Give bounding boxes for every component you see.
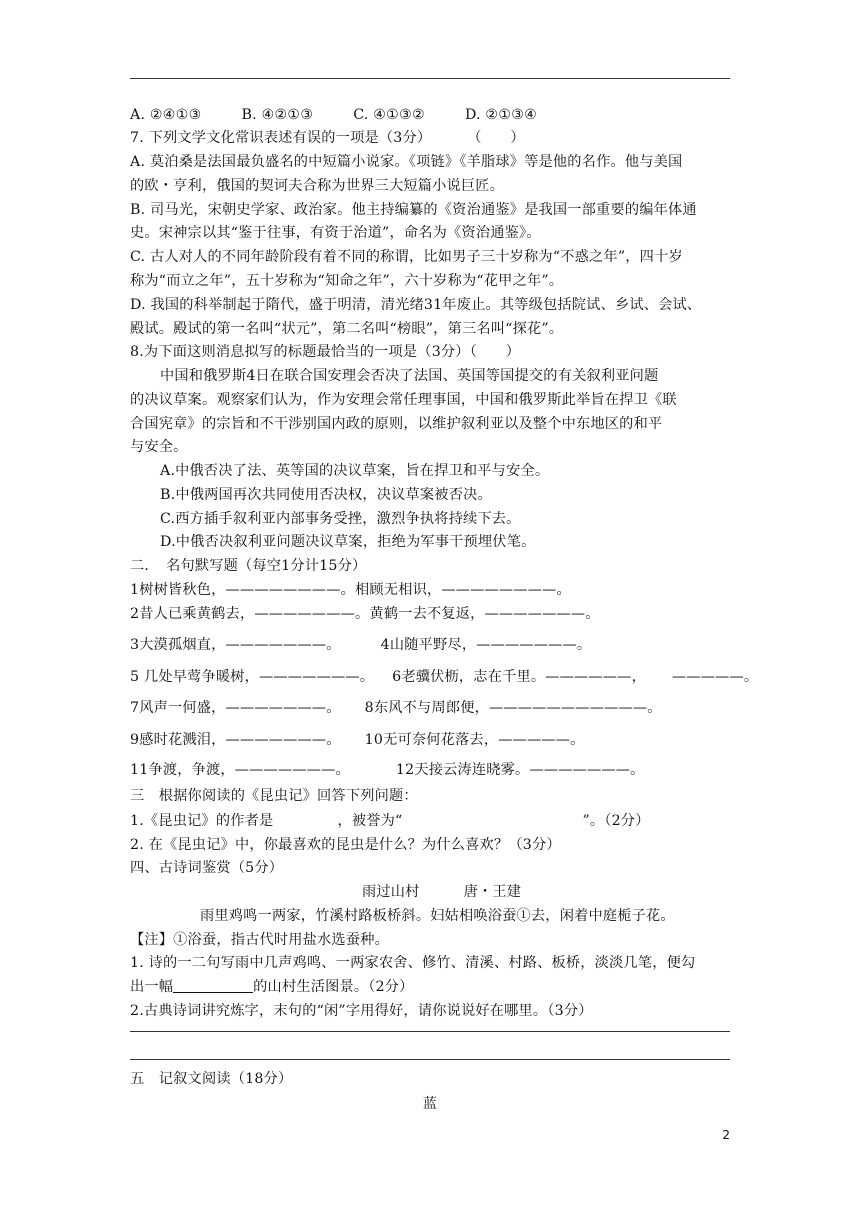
q8-stem: 8.为下面这则消息拟写的标题最恰当的一项是（3分）（ ） — [130, 344, 521, 360]
section4-q1-line1: 1. 诗的一二句写雨中几声鸡鸣、一两家农舍、修竹、清溪、村路、板桥，淡淡几笔，便勾 — [130, 955, 696, 971]
q8-option-b: B.中俄两国再次共同使用否决权，决议草案被否决。 — [160, 487, 492, 503]
section3-q1-part3: ”。（2分） — [582, 813, 650, 829]
q7-stem — [130, 127, 730, 149]
q6-options — [130, 104, 730, 126]
recite-line-5 — [130, 697, 730, 719]
recite-item-11: 11争渡，争渡，———————。 — [130, 762, 350, 778]
section3-title: 三 根据你阅读的《昆虫记》回答下列问题： — [130, 788, 418, 804]
q6-option-b: B. ④②①③ — [241, 107, 314, 123]
section4-q2: 2.古典诗词讲究炼字，末句的“闲”字用得好，请你说说好在哪里。（3分） — [130, 1003, 593, 1019]
recite-item-10: 10无可奈何花落去，—————。 — [364, 732, 585, 748]
recite-item-6: 6老骥伏枥，志在千里。——————， — [392, 669, 646, 685]
q7-option-c-line1: C. 古人对人的不同年龄阶段有着不同的称谓，比如男子三十岁称为“不惑之年”，四十岁 — [130, 249, 683, 265]
q7-option-a-line2: 的欧・亨利，俄国的契诃夫合称为世界三大短篇小说巨匠。 — [130, 178, 505, 194]
poem-heading — [362, 881, 662, 903]
q7-option-d-line2: 殿试。殿试的第一名叫“状元”，第二名叫“榜眼”，第三名叫“探花”。 — [130, 321, 564, 337]
section3-q1-part2: ，被誉为“ — [337, 813, 403, 829]
section3-q1-part1: 1.《昆虫记》的作者是 — [130, 813, 274, 829]
section3-q2: 2. 在《昆虫记》中，你最喜欢的昆虫是什么？为什么喜欢？（3分） — [130, 837, 561, 853]
recite-item-12: 12天接云涛连晓雾。———————。 — [395, 762, 645, 778]
recite-line-7 — [130, 759, 730, 781]
q8-option-a: A.中俄否决了法、英等国的决议草案，旨在捍卫和平与安全。 — [160, 463, 550, 479]
q6-option-a: A. ②④①③ — [130, 107, 202, 123]
answer-blank[interactable] — [173, 978, 253, 993]
section4-q1-post: 的山村生活图景。（2分） — [253, 979, 414, 995]
article-title: 蓝 — [422, 1096, 438, 1112]
recite-item-7: 7风声一何盛，———————。 — [130, 700, 341, 716]
recite-item-6-b: —————。 — [671, 669, 759, 685]
recite-item-3: 3大漠孤烟直，———————。 — [130, 637, 341, 653]
q7-option-a-line1: A. 莫泊桑是法国最负盛名的中短篇小说家。《项链》《羊脂球》等是他的名作。他与美国 — [130, 154, 683, 170]
recite-item-9: 9感时花溅泪，———————。 — [130, 732, 341, 748]
poem-title: 雨过山村 — [362, 884, 420, 900]
q6-option-c: C. ④①③② — [353, 107, 425, 123]
recite-line-4 — [130, 666, 759, 688]
recite-line-1: 1树树皆秋色，————————。相顾无相识，————————。 — [130, 582, 571, 598]
q8-passage-line4: 与安全。 — [130, 439, 188, 455]
q7-paren: （ ） — [467, 130, 525, 146]
section4-q1-pre: 出一幅 — [130, 979, 174, 995]
section3-q1 — [130, 810, 730, 832]
recite-line-3 — [130, 634, 730, 656]
answer-line-1 — [130, 1031, 730, 1032]
recite-line-2: 2昔人已乘黄鹤去，———————。黄鹤一去不复返，———————。 — [130, 606, 600, 622]
q8-passage-line3: 合国宪章》的宗旨和不干涉别国内政的原则，以维护叙利亚以及整个中东地区的和平 — [130, 416, 663, 432]
q8-passage-line1: 中国和俄罗斯4日在联合国安理会否决了法国、英国等国提交的有关叙利亚问题 — [160, 368, 659, 384]
q7-option-b-line2: 史。宋神宗以其“鉴于往事，有资于治道”，命名为《资治通鉴》。 — [130, 225, 541, 241]
section4-q1-line2 — [130, 976, 730, 998]
poem-text: 雨里鸡鸣一两家，竹溪村路板桥斜。妇姑相唤浴蚕①去，闲着中庭栀子花。 — [200, 908, 675, 924]
recite-item-4: 4山随平野尽，———————。 — [380, 637, 592, 653]
q7-option-b-line1: B. 司马光，宋朝史学家、政治家。他主持编纂的《资治通鉴》是我国一部重要的编年体通 — [130, 202, 697, 218]
recite-item-8: 8东风不与周郎便，———————————。 — [364, 700, 662, 716]
recite-line-6 — [130, 729, 730, 751]
section2-title: 二． 名句默写题（每空1分计15分） — [130, 558, 367, 574]
poem-note: 【注】①浴蚕，指古代时用盐水选蚕种。 — [130, 932, 389, 948]
page-number: 2 — [722, 1128, 730, 1142]
q8-passage-line2: 的决议草案。观察家们认为，作为安理会常任理事国，中国和俄罗斯此举旨在捍卫《联 — [130, 392, 677, 408]
recite-item-5: 5 几处早莺争暖树，———————。 — [130, 669, 375, 685]
poem-author: 唐・王建 — [463, 884, 522, 900]
q8-option-c: C.西方插手叙利亚内部事务受挫，激烈争执将持续下去。 — [160, 511, 521, 527]
q6-option-d: D. ②①③④ — [464, 107, 538, 123]
section4-title: 四、古诗词鉴赏（5分） — [130, 860, 284, 876]
q8-option-d: D.中俄否决叙利亚问题决议草案，拒绝为军事干预埋伏笔。 — [160, 534, 536, 550]
q7-stem-text: 7. 下列文学文化常识表述有误的一项是（3分） — [130, 130, 432, 146]
header-rule — [130, 78, 730, 79]
section5-title: 五 记叙文阅读（18分） — [130, 1071, 293, 1087]
q7-option-c-line2: 称为“而立之年”，五十岁称为“知命之年”，六十岁称为“花甲之年”。 — [130, 273, 564, 289]
q7-option-d-line1: D. 我国的科举制起于隋代，盛于明清，清光绪31年废止。其等级包括院试、乡试、会试、 — [130, 297, 702, 313]
answer-line-2 — [130, 1059, 730, 1060]
